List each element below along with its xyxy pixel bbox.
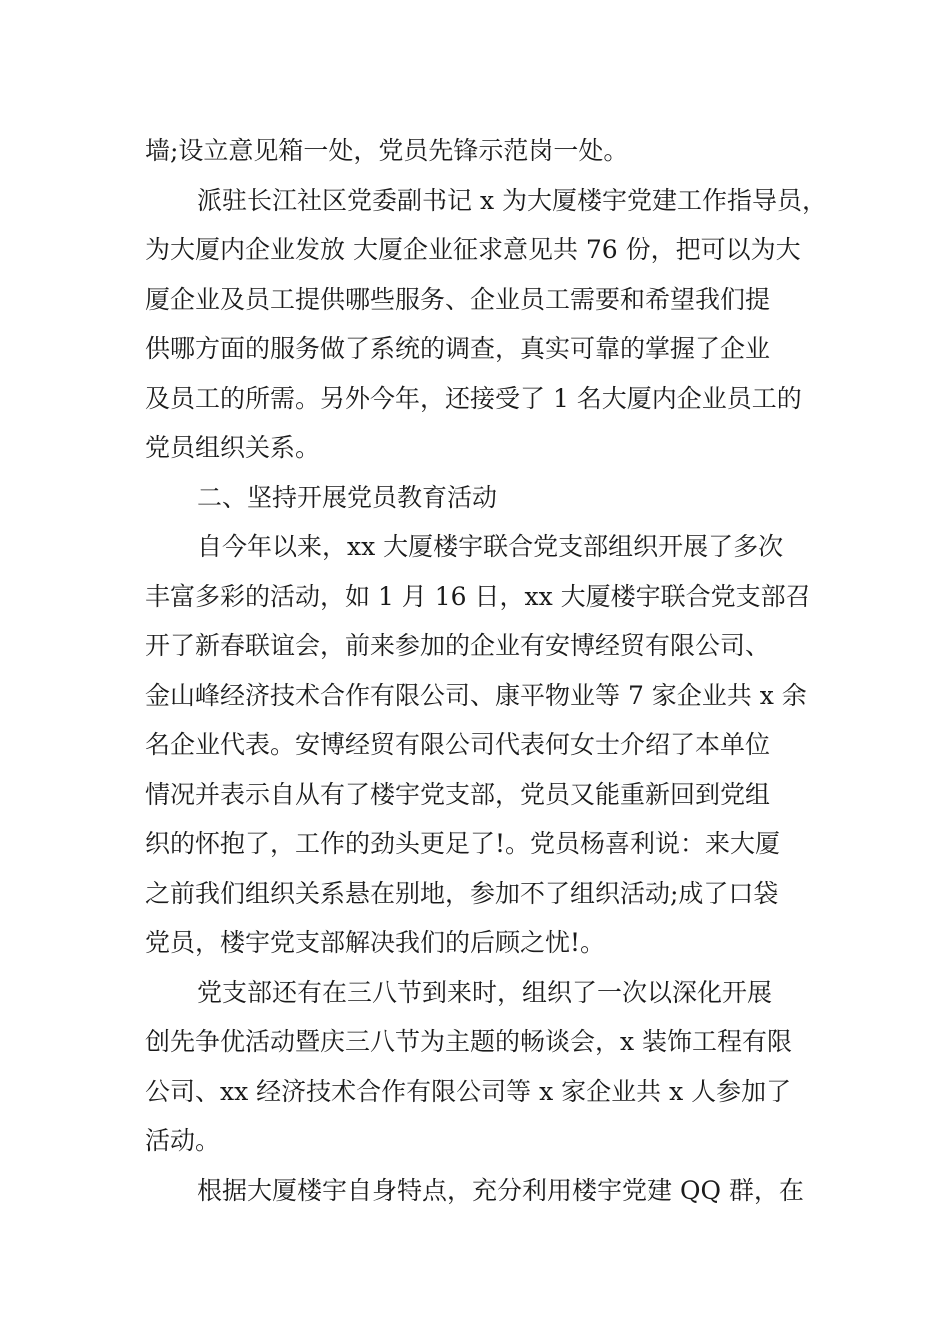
text-line: 党支部还有在三八节到来时，组织了一次以深化开展 xyxy=(197,977,773,1007)
text-line: 名企业代表。安博经贸有限公司代表何女士介绍了本单位 xyxy=(145,730,771,759)
text-line: 党员组织关系。 xyxy=(145,433,321,462)
text-line: 党员，楼宇党支部解决我们的后顾之忧!。 xyxy=(145,928,606,957)
text-line: 织的怀抱了，工作的劲头更足了!。党员杨喜利说：来大厦 xyxy=(145,829,781,858)
text-line: 派驻长江社区党委副书记 x 为大厦楼宇党建工作指导员， xyxy=(197,185,827,215)
text-line: 丰富多彩的活动，如 1 月 16 日，xx 大厦楼宇联合党支部召 xyxy=(145,581,811,611)
text-line: 金山峰经济技术合作有限公司、康平物业等 7 家企业共 x 余 xyxy=(145,680,807,710)
document-body xyxy=(145,126,827,1215)
text-line: 厦企业及员工提供哪些服务、企业员工需要和希望我们提 xyxy=(145,284,771,314)
text-line: 供哪方面的服务做了系统的调查，真实可靠的掌握了企业 xyxy=(145,334,771,363)
text-line: 自今年以来，xx 大厦楼宇联合党支部组织开展了多次 xyxy=(197,532,784,561)
text-line: 及员工的所需。另外今年，还接受了 1 名大厦内企业员工的 xyxy=(145,383,802,413)
text-line: 根据大厦楼宇自身特点，充分利用楼宇党建 QQ 群，在 xyxy=(197,1175,804,1205)
text-line: 活动。 xyxy=(145,1126,221,1155)
text-line: 情况并表示自从有了楼宇党支部，党员又能重新回到党组 xyxy=(145,779,771,809)
text-line: 创先争优活动暨庆三八节为主题的畅谈会，x 装饰工程有限 xyxy=(145,1027,793,1056)
text-line: 开了新春联谊会，前来参加的企业有安博经贸有限公司、 xyxy=(145,631,771,660)
text-line: 墙;设立意见箱一处，党员先锋示范岗一处。 xyxy=(145,136,629,165)
text-line: 为大厦内企业发放 大厦企业征求意见共 76 份，把可以为大 xyxy=(145,235,801,264)
text-line: 公司、xx 经济技术合作有限公司等 x 家企业共 x 人参加了 xyxy=(145,1076,792,1106)
text-line: 二、坚持开展党员教育活动 xyxy=(197,482,498,512)
text-line: 之前我们组织关系悬在别地，参加不了组织活动;成了口袋 xyxy=(145,878,779,908)
